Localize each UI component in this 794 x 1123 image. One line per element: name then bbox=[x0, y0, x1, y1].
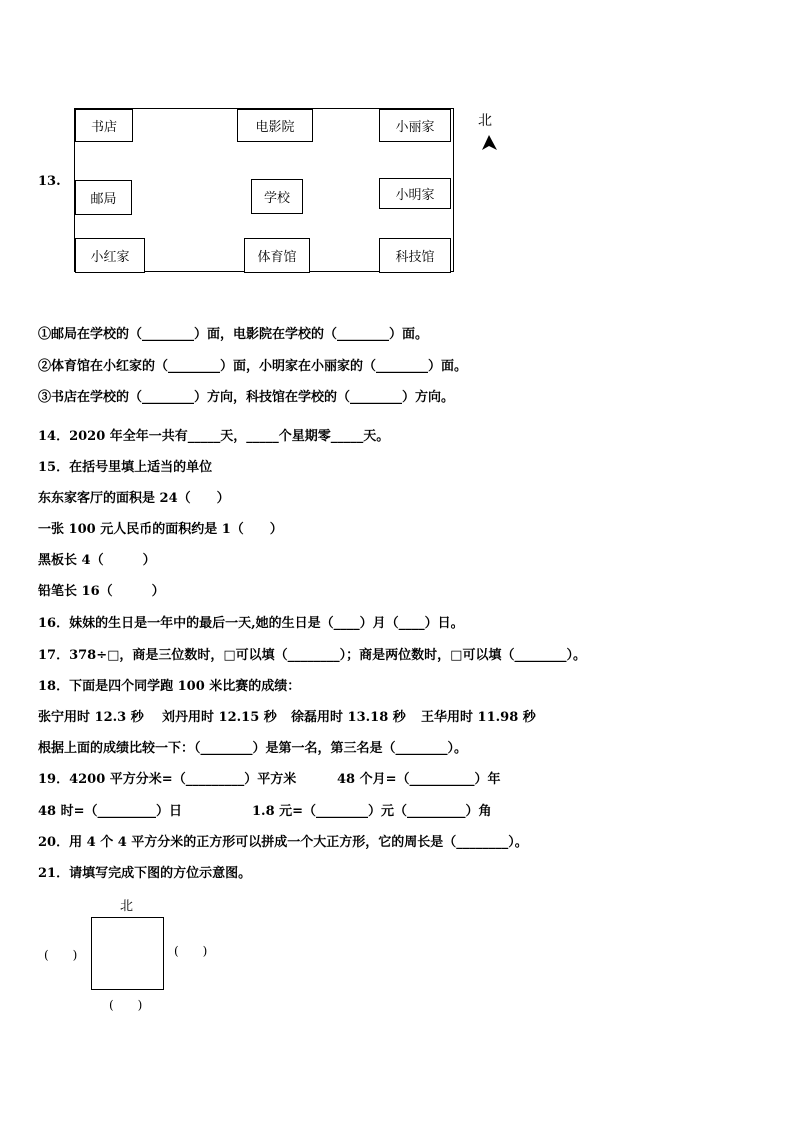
q19-part-b: 48 个月=（__________）年 bbox=[337, 772, 501, 787]
q15-line-4: 铅笔长 16（ ） bbox=[38, 584, 165, 599]
question-21-title: 21．请填写完成下图的方位示意图。 bbox=[38, 866, 252, 881]
place-xiaoli-home: 小丽家 bbox=[379, 109, 451, 142]
north-label: 北 bbox=[478, 113, 492, 129]
q18-question: 根据上面的成绩比较一下：（________）是第一名，第三名是（________）。 bbox=[38, 741, 468, 756]
q18-result-2: 刘丹用时 12.15 秒 bbox=[162, 710, 277, 725]
place-science-museum: 科技馆 bbox=[379, 238, 451, 273]
q18-result-3: 徐磊用时 13.18 秒 bbox=[291, 710, 406, 725]
q19-part-a: 19．4200 平方分米=（_________）平方米 bbox=[38, 772, 297, 787]
place-post-office: 邮局 bbox=[75, 180, 132, 215]
place-gym: 体育馆 bbox=[244, 238, 310, 273]
q19-part-c: 48 时=（_________）日 bbox=[38, 804, 183, 819]
question-14: 14．2020 年全年一共有_____天，_____个星期零_____天。 bbox=[38, 429, 390, 444]
q21-blank-south: ( ) bbox=[109, 998, 143, 1012]
q15-line-2: 一张 100 元人民币的面积约是 1（ ） bbox=[38, 522, 283, 537]
question-18-title: 18．下面是四个同学跑 100 米比赛的成绩： bbox=[38, 679, 301, 694]
direction-square bbox=[91, 917, 164, 990]
north-arrow-icon bbox=[480, 134, 500, 152]
q21-blank-west: ( ) bbox=[44, 948, 78, 962]
q18-result-1: 张宁用时 12.3 秒 bbox=[38, 710, 144, 725]
q21-north-label: 北 bbox=[120, 899, 134, 914]
q13-line-2: ②体育馆在小红家的（________）面，小明家在小丽家的（________）面。 bbox=[38, 359, 468, 374]
place-school: 学校 bbox=[251, 179, 303, 214]
q21-blank-east: ( ) bbox=[174, 944, 208, 958]
q18-result-4: 王华用时 11.98 秒 bbox=[421, 710, 536, 725]
question-15-title: 15．在括号里填上适当的单位 bbox=[38, 460, 213, 475]
map-diagram bbox=[74, 108, 454, 272]
q15-line-3: 黑板长 4（ ） bbox=[38, 553, 156, 568]
question-13-number: 13. bbox=[38, 174, 61, 189]
question-17: 17．378÷□，商是三位数时，□可以填（________）；商是两位数时，□可以填（________）。 bbox=[38, 648, 586, 663]
question-20: 20．用 4 个 4 平方分米的正方形可以拼成一个大正方形，它的周长是（________）。 bbox=[38, 835, 528, 850]
place-xiaohong-home: 小红家 bbox=[75, 238, 145, 273]
q13-line-1: ①邮局在学校的（________）面，电影院在学校的（________）面。 bbox=[38, 327, 429, 342]
place-bookstore: 书店 bbox=[75, 109, 133, 142]
place-xiaoming-home: 小明家 bbox=[379, 178, 451, 209]
q19-part-d: 1.8 元=（________）元（_________）角 bbox=[252, 804, 492, 819]
q15-line-1: 东东家客厅的面积是 24（ ） bbox=[38, 491, 230, 506]
question-16: 16．妹妹的生日是一年中的最后一天,她的生日是（____）月（____）日。 bbox=[38, 616, 464, 631]
q13-line-3: ③书店在学校的（________）方向，科技馆在学校的（________）方向。 bbox=[38, 390, 455, 405]
place-cinema: 电影院 bbox=[237, 109, 313, 142]
